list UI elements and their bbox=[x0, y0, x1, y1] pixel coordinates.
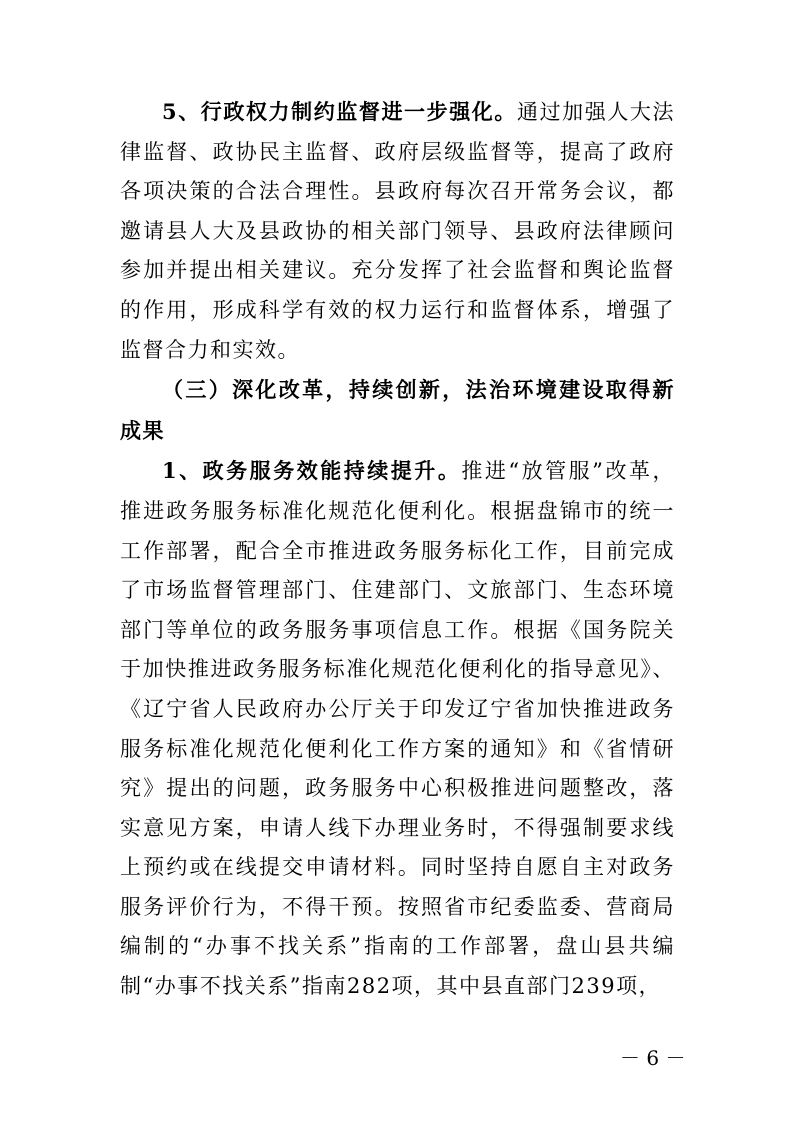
paragraph-body: 推进“放管服”改革，推进政务服务标准化规范化便利化。根据盘锦市的统一工作部署，配合全市推进政务服务标化工作，目前完成了市场监督管理部门、住建部门、文旅部门、生态环境部门等单位的政务服务事项信息工作。根据《国务院关于加快推进政务服务标准化规范化便利化的指导意见》、《辽宁省人民政府办公厅关于印发辽宁省加快推进政务服务标准化规范化便利化工作方案的通知》和《省情研究》提出的问题，政务服务中心积极推进问题整改，落实意见方案，申请人线下办理业务时，不得强制要求线上预约或在线提交申请材料。同时坚持自愿自主对政务服务评价行为，不得干预。按照省市纪委监委、营商局编制的“办事不找关系”指南的工作部署，盘山县共编制“办事不找关系”指南282项，其中县直部门239项， bbox=[120, 459, 675, 999]
paragraph-body: 通过加强人大法律监督、政协民主监督、政府层级监督等，提高了政府各项决策的合法合理性。县政府每次召开常务会议，都邀请县人大及县政协的相关部门领导、县政府法律顾问参加并提出相关建议。充分发挥了社会监督和舆论监督的作用，形成科学有效的权力运行和监督体系，增强了监督合力和实效。 bbox=[120, 100, 675, 362]
section-heading bbox=[120, 370, 675, 451]
section-heading-text: （三）深化改革，持续创新，法治环境建设取得新成果 bbox=[120, 377, 675, 443]
paragraph-lead: 5、行政权力制约监督进一步强化。 bbox=[162, 99, 517, 124]
paragraph-lead: 1、政务服务效能持续提升。 bbox=[162, 458, 462, 484]
paragraph-power-supervision bbox=[120, 92, 675, 370]
document-page bbox=[120, 92, 675, 1007]
paragraph-government-service bbox=[120, 451, 675, 1006]
page-number: － 6 － bbox=[620, 1046, 686, 1070]
